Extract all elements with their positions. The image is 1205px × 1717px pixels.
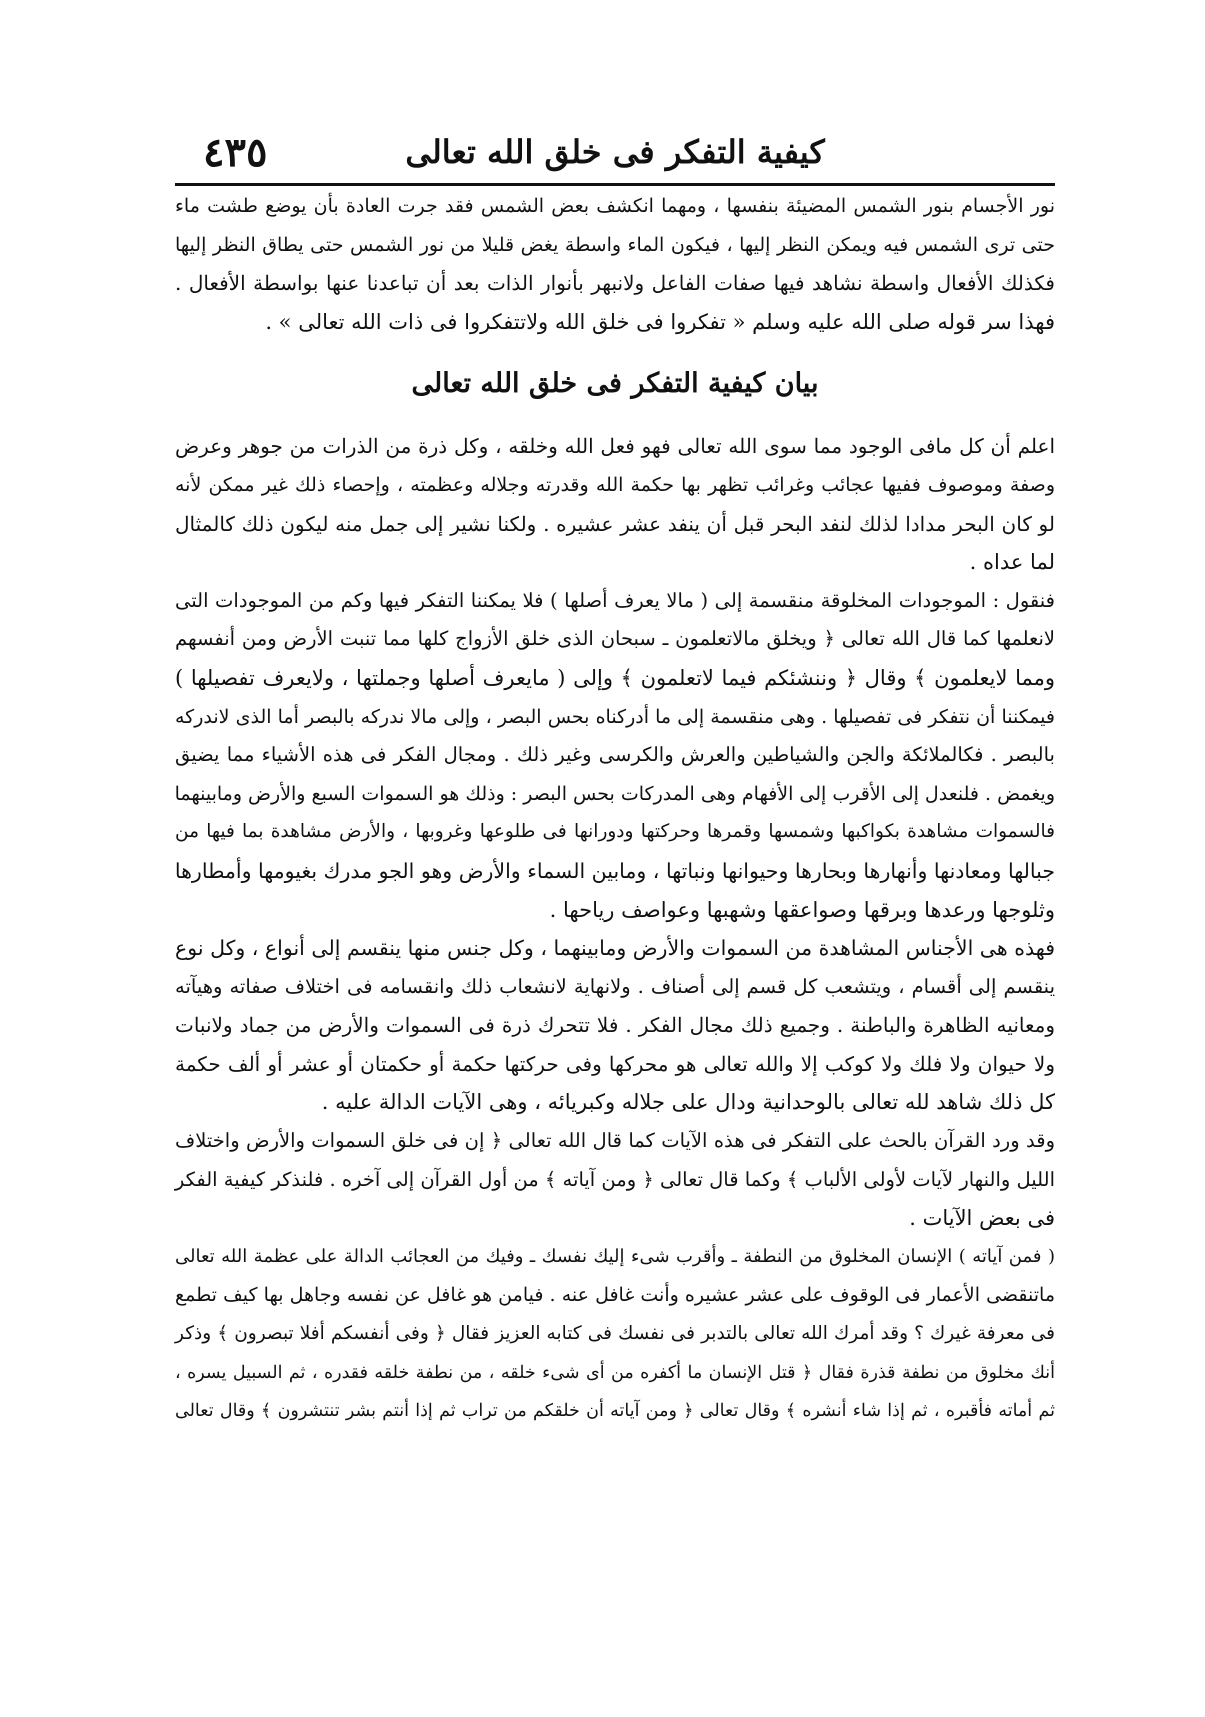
text-line: نور الأجسام بنور الشمس المضيئة بنفسها ، ومهما انكشف بعض الشمس فقد جرت العادة بأن يوضع طشت ماء (175, 195, 1055, 217)
text-line: فهذا سر قوله صلى الله عليه وسلم « تفكروا فى خلق الله ولاتتفكروا فى ذات الله تعالى » . (265, 309, 1055, 334)
text-line: فكذلك الأفعال واسطة نشاهد فيها صفات الفاعل ولانبهر بأنوار الذات بعد أن تباعدنا عنها بواسطة الأفعال . (175, 271, 1055, 296)
text-line: فى بعض الآيات . (909, 1206, 1055, 1231)
running-title: كيفية التفكر فى خلق الله تعالى (405, 133, 825, 171)
text-line: ماتنقضى الأعمار فى الوقوف على عشر عشيره وأنت غافل عنه . فيامن هو غافل عن نفسه وجاهل بها كيف تطمع (175, 1284, 1055, 1307)
text-line: فالسموات مشاهدة بكواكبها وشمسها وقمرها وحركتها ودورانها فى طلوعها وغروبها ، والأرض مشاهدة بما فيها من (175, 821, 1055, 843)
text-line: أنك مخلوق من نطفة قذرة فقال ﴿ قتل الإنسان ما أكفره من أى شىء خلقه ، من نطفة خلقه فقدره ، ثم السبيل يسره ، (175, 1362, 1055, 1383)
page-header (175, 125, 1055, 181)
section-heading: بيان كيفية التفكر فى خلق الله تعالى (411, 368, 819, 400)
text-line: جبالها ومعادنها وأنهارها وبحارها وحيوانها ونباتها ، ومابين السماء والأرض وهو الجو مدرك بغيومها وأمطارها (174, 858, 1055, 883)
text-line: وصفة وموصوف ففيها عجائب وغرائب تظهر بها حكمة الله وقدرته وجلاله وعظمته ، وإحصاء ذلك غير ممكن لأنه (175, 473, 1055, 496)
text-line: ومعانيه الظاهرة والباطنة . وجميع ذلك مجال الفكر . فلا تتحرك ذرة فى السموات والأرض من جماد ولانبات (175, 1013, 1055, 1038)
text-line: كل ذلك شاهد لله تعالى بالوحدانية ودال على جلاله وكبريائه ، وهى الآيات الدالة عليه . (321, 1090, 1055, 1115)
text-line: وثلوجها ورعدها وبرقها وصواعقها وشهبها وعواصف رياحها . (549, 897, 1055, 922)
text-line: بالبصر . فكالملائكة والجن والشياطين والعرش والكرسى وغير ذلك . ومجال الفكر فى هذه الأشياء مما يضيق (175, 743, 1055, 767)
text-line: لو كان البحر مدادا لذلك لنفد البحر قبل أن ينفد عشر عشيره . ولكنا نشير إلى جمل منه ليكون ذلك كالمثال (175, 511, 1055, 536)
text-line: وقد ورد القرآن بالحث على التفكر فى هذه الآيات كما قال الله تعالى ﴿ إن فى خلق السموات والأرض واختلاف (175, 1129, 1055, 1153)
text-line: فنقول : الموجودات المخلوقة منقسمة إلى ( مالا يعرف أصلها ) فلا يمكننا التفكر فيها وكم من الموجودات التى (175, 588, 1055, 612)
spacer (175, 409, 1055, 427)
text-line: ومما لايعلمون ﴾ وقال ﴿ وننشئكم فيما لاتعلمون ﴾ وإلى ( مايعرف أصلها وجملتها ، ولايعرف تفصيلها ) (175, 665, 1055, 690)
text-line: ويغمض . فلنعدل إلى الأقرب إلى الأفهام وهى المدركات بحس البصر : وذلك هو السموات السبع والأرض ومابينهما (174, 782, 1055, 805)
text-line: فيمكننا أن نتفكر فى تفصيلها . وهى منقسمة إلى ما أدركناه بحس البصر ، وإلى مالا ندركه بالبصر أما الذى لاندركه (175, 705, 1055, 728)
text-line: حتى ترى الشمس فيه ويمكن النظر إليها ، فيكون الماء واسطة يغض قليلا من نور الشمس حتى يطاق النظر إليها (175, 233, 1055, 256)
text-line: لانعلمها كما قال الله تعالى ﴿ ويخلق مالاتعلمون ـ سبحان الذى خلق الأزواج كلها مما تنبت الأرض ومن أنفسهم (175, 627, 1055, 651)
header-divider (175, 183, 1055, 186)
text-line: ثم أماته فأقبره ، ثم إذا شاء أنشره ﴾ وقال تعالى ﴿ ومن آياته أن خلقكم من تراب ثم إذا أنتم بشر تنتشرون ﴾ وقال تعالى (175, 1401, 1055, 1422)
page-number: ٤٣٥ (203, 129, 268, 176)
text-line: فهذه هى الأجناس المشاهدة من السموات والأرض ومابينهما ، وكل جنس منها ينقسم إلى أنواع ، وكل نوع (175, 936, 1055, 961)
text-line: الليل والنهار لآيات لأولى الألباب ﴾ وكما قال تعالى ﴿ ومن آياته ﴾ من أول القرآن إلى آخره . فلنذكر كيفية الفكر (174, 1167, 1055, 1191)
spacer (175, 341, 1055, 359)
text-line: لما عداه . (969, 550, 1055, 575)
page-body (175, 187, 1055, 1431)
text-line: ( فمن آياته ) الإنسان المخلوق من النطفة ـ وأقرب شىء إليك نفسك ـ وفيك من العجائب الدالة على عظمة الله تعالى (175, 1245, 1055, 1267)
text-line: ولا حيوان ولا فلك ولا كوكب إلا والله تعالى هو محركها وفى حركتها حكمة أو حكمتان أو عشر أو ألف حكمة (175, 1051, 1055, 1076)
text-line: اعلم أن كل مافى الوجود مما سوى الله تعالى فهو فعل الله وخلقه ، وكل ذرة من الذرات من جوهر وعرض (175, 434, 1055, 459)
text-line: ينقسم إلى أقسام ، ويتشعب كل قسم إلى أصناف . ولانهاية لانشعاب ذلك وانقسامه فى اختلاف صفاته وهيآته (175, 974, 1055, 998)
text-line: فى معرفة غيرك ؟ وقد أمرك الله تعالى بالتدبر فى نفسك فى كتابه العزيز فقال ﴿ وفى أنفسكم أفلا تبصرون ﴾ وذكر (175, 1323, 1055, 1345)
